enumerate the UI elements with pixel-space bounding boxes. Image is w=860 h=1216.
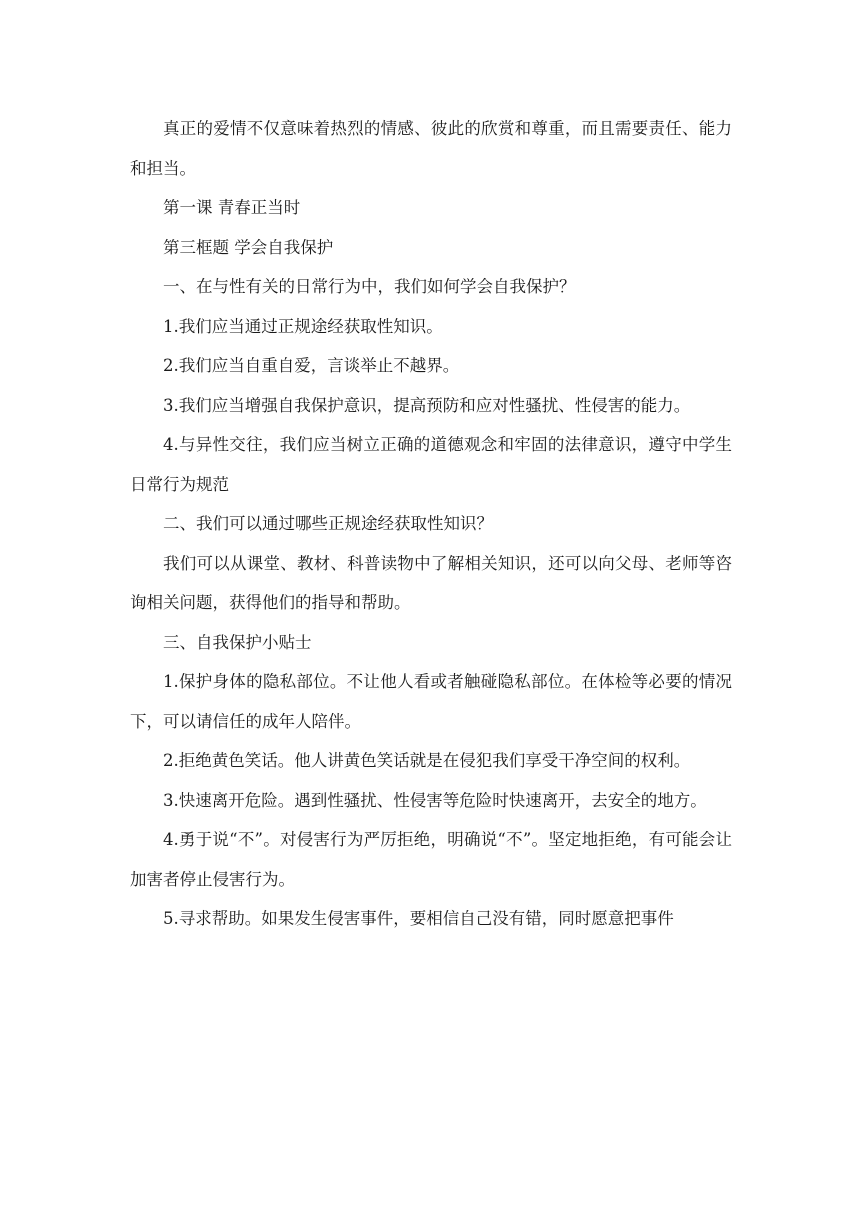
list-item: 1.保护身体的隐私部位。不让他人看或者触碰隐私部位。在体检等必要的情况下，可以请信任的成年人陪伴。 (130, 672, 732, 731)
lesson-heading: 第一课 青春正当时 (163, 198, 301, 217)
list-item: 4.与异性交往，我们应当树立正确的道德观念和牢固的法律意识，遵守中学生日常行为规范 (130, 435, 732, 494)
answer-paragraph: 我们可以从课堂、教材、科普读物中了解相关知识，还可以向父母、老师等咨询相关问题，获得他们的指导和帮助。 (130, 553, 732, 612)
list-item: 2.拒绝黄色笑话。他人讲黄色笑话就是在侵犯我们享受干净空间的权利。 (163, 751, 691, 770)
list-item: 3.快速离开危险。遇到性骚扰、性侵害等危险时快速离开，去安全的地方。 (163, 790, 707, 810)
document-body (130, 109, 732, 939)
tips-heading: 三、自我保护小贴士 (163, 632, 312, 652)
paragraph-love-responsibility: 真正的爱情不仅意味着热烈的情感、彼此的欣赏和尊重，而且需要责任、能力和担当。 (130, 119, 732, 178)
list-item: 3.我们应当增强自我保护意识，提高预防和应对性骚扰、性侵害的能力。 (163, 395, 691, 415)
list-item: 4.勇于说“不”。对侵害行为严厉拒绝，明确说“不”。坚定地拒绝，有可能会让加害者停止侵害行为。 (130, 830, 732, 889)
list-item: 2.我们应当自重自爱，言谈举止不越界。 (163, 356, 460, 375)
list-item: 5.寻求帮助。如果发生侵害事件，要相信自己没有错，同时愿意把事件 (163, 909, 674, 928)
list-item: 1.我们应当通过正规途经获取性知识。 (163, 316, 443, 336)
section-heading: 第三框题 学会自我保护 (163, 237, 334, 257)
question-heading-1: 一、在与性有关的日常行为中，我们如何学会自我保护？ (163, 277, 576, 296)
question-heading-2: 二、我们可以通过哪些正规途经获取性知识？ (163, 514, 493, 533)
